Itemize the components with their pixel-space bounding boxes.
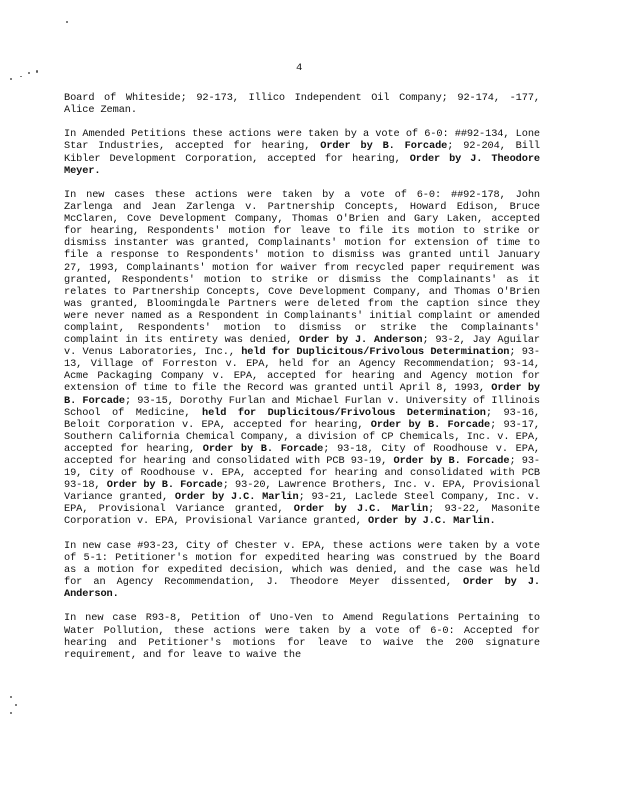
bold-text-run: held for Duplicitous/Frivolous Determination	[202, 406, 486, 419]
scan-speck	[10, 696, 12, 698]
text-run: In new case R93-8, Petition of Uno-Ven to Amend Regulations Pertaining to Water Pollution, these actions were taken by a vote of 6-0: Accepted for hearing and Petitioner's motions for leave to waive the 200 signature requirement, and for leave to waive the	[64, 612, 540, 661]
text-run: ; 93-13, Village of Forreston v. EPA, held for an Agency Recommendation; 93-14, Acme Packaging Company v. EPA, accepted for hearing and Agency motion for extension of time to file the Record was granted until April 8, 1993,	[64, 346, 540, 395]
bold-text-run: Order by B. Forcade	[370, 418, 491, 431]
text-run: ; 93-16, Beloit Corporation v. EPA, accepted for hearing,	[64, 406, 540, 431]
bold-text-run: Order by J. Anderson.	[64, 576, 541, 601]
scan-speck	[10, 712, 12, 714]
document-body	[64, 92, 540, 673]
text-run: ; 93-21, Laclede Steel Company, Inc. v. EPA, Provisional Variance granted,	[64, 491, 540, 516]
bold-text-run: Order by B. Forcade	[202, 442, 324, 455]
paragraph	[64, 612, 540, 660]
scan-speck	[15, 704, 17, 706]
text-run: ; 93-2, Jay Aguilar v. Venus Laboratories, Inc.,	[64, 334, 540, 359]
scan-speck	[66, 21, 68, 23]
text-run: In new case #93-23, City of Chester v. EPA, these actions were taken by a vote of 5-1: Petitioner's motion for expedited hearing was construed by the Board as a motion for expedited decision, which was denied, and the case was held for an Agency Recommendation, J. Theodore Meyer dissented,	[64, 539, 540, 589]
scan-speck	[28, 72, 30, 74]
text-run: ; 93-18, City of Roodhouse v. EPA, accepted for hearing and consolidated with PCB 93-19,	[64, 442, 540, 467]
paragraph	[64, 189, 540, 528]
scan-speck	[20, 76, 22, 77]
paragraph	[64, 540, 540, 600]
text-run: ; 93-22, Masonite Corporation v. EPA, Provisional Variance granted,	[64, 503, 540, 528]
paragraph	[64, 128, 540, 176]
bold-text-run: Order by B. Forcade	[64, 382, 540, 407]
text-run: Board of Whiteside; 92-173, Illico Independent Oil Company; 92-174, -177, Alice Zeman.	[64, 92, 540, 117]
text-run: ; 93-19, City of Roodhouse v. EPA, accepted for hearing and consolidated with PCB 93-18,	[64, 455, 540, 492]
scan-speck	[10, 78, 12, 80]
bold-text-run: Order by J.C. Marlin	[174, 491, 299, 504]
bold-text-run: Order by J. Theodore Meyer.	[64, 152, 540, 177]
bold-text-run: held for Duplicitous/Frivolous Determination	[241, 346, 510, 359]
scan-speck	[36, 70, 38, 73]
bold-text-run: Order by B. Forcade	[320, 140, 448, 153]
bold-text-run: Order by B. Forcade	[106, 479, 223, 492]
page-number: 4	[296, 62, 303, 74]
text-run: ; 93-17, Southern California Chemical Company, a division of CP Chemicals, Inc. v. EPA, accepted for hearing,	[64, 418, 540, 455]
bold-text-run: Order by J. Anderson	[298, 334, 423, 347]
bold-text-run: Order by J.C. Marlin	[293, 503, 429, 516]
text-run: ; 93-20, Lawrence Brothers, Inc. v. EPA, Provisional Variance granted,	[64, 479, 540, 504]
text-run: In new cases these actions were taken by a vote of 6-0: ##92-178, John Zarlenga and Jean Zarlenga v. Partnership Concepts, Howard Edison, Bruce McClaren, Cove Development Company, Thomas O'Brien and Gary Laken, accepted for hearing, Respondents' motion for leave to file its motion to strike or dismiss instanter was granted, Complainants' motion for extension of time to file a response to Respondents' motion to dismiss was granted until January 27, 1993, Complainants' motion for waiver from recycled paper requirement was granted, Respondents' motion to strike or dismiss the Complainants' as it relates to Partnership Concepts, Cove Development Company, and Thomas O'Brien was granted, Bloomingdale Partners were deleted from the caption since they were never named as a Respondent in Complainants' initial complaint or amended complaint, Respondents' motion to dismiss or strike the Complainants' complaint in its entirety was denied,	[64, 188, 540, 347]
paragraph	[64, 92, 540, 116]
text-run: In Amended Petitions these actions were taken by a vote of 6-0: ##92-134, Lone Star Industries, accepted for hearing,	[64, 128, 540, 153]
text-run: ; 92-204, Bill Kibler Development Corporation, accepted for hearing,	[64, 140, 540, 165]
text-run: ; 93-15, Dorothy Furlan and Michael Furlan v. University of Illinois School of Medicine,	[64, 394, 540, 419]
bold-text-run: Order by J.C. Marlin.	[367, 515, 496, 528]
bold-text-run: Order by B. Forcade	[393, 455, 510, 467]
